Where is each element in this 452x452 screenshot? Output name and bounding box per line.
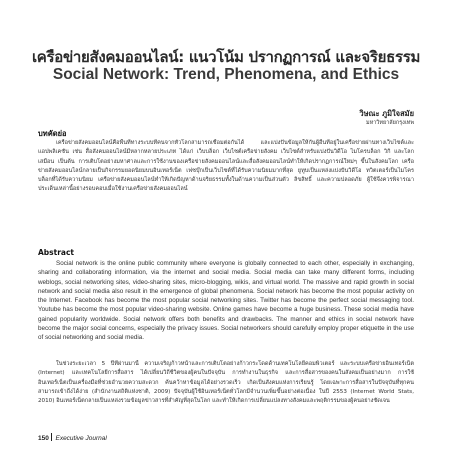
introduction-thai-paragraph: ในช่วงระยะเวลา 5 ปีที่ผ่านมานี้ ความเจริญก้าวหน้าและการเติบโตอย่างก้าวกระโดดด้านเทคโนโลยีคอมพิวเตอร์ และระบบเครือข่ายอินเทอร์เน็ต (Internet) และเทคโนโลยีการสื่อสาร ได้เปลี่ยนวิถีชีวิตของผู้คนในปัจจุบัน การทำงานในธุรกิจ และการสื่อสารของคนในสังคมเป็นอย่างมาก การใช้อินเทอร์เน็ตเป็นเครื่องมือที่ช่วยอำนวยความสะดวก ค้นคว้าหาข้อมูลได้อย่างรวดเร็ว เกิดเป็นสังคมแห่งการเรียนรู้ โดยเฉพาะการสื่อสารในปัจจุบันที่ทุกคนสามารถเข้าถึงได้ง่าย (สำนักงานสถิติแห่งชาติ, 2009) ปัจจุบันผู้ใช้อินเทอร์เน็ตทั่วโลกมีจำนวนเพิ่มขึ้นอย่างต่อเนื่อง ในปี 2553 (Internet World Stats, 2010) อินเทอร์เน็ตกลายเป็นแหล่งรวมข้อมูลข่าวสารที่สำคัญที่สุดในโลก และทำให้เกิดการเปลี่ยนแปลงทางสังคมและพฤติกรรมของผู้คนอย่างชัดเจน <box>38 361 414 405</box>
page-number: 150 <box>38 435 49 442</box>
article-title-english: Social Network: Trend, Phenomena, and Ethics <box>52 66 400 83</box>
abstract-english-paragraph: Social network is the online public community where everyone is globally connected to each other, especially in exchanging, sharing and collaborating information, via the internet and social media. Social media can take many different forms, including weblogs, social networking sites, video-sharing sites, micro-blogging, wikis, and virtual world. The massive and rapid growth in social network and social media also result in the emergence of global phenomena. Social network has become the most popular activity on the Internet. Facebook has become the most popular social networking sites. Twitter has become the perfect social messaging tool. Youtube has become the most popular video-sharing website. Online games have become a huge business. These social media have gained popularity worldwide. Social network offers both benefits and drawbacks. The manner and ethics in social network have become the major social concerns, especially the privacy issues. Social networkers should carefully employ proper etiquette in the use of social networking and social media. <box>38 260 414 342</box>
journal-name: Executive Journal <box>55 435 107 442</box>
abstract-thai-body <box>38 139 414 242</box>
footer-divider <box>51 433 52 441</box>
author-affiliation: มหาวิทยาลัยกรุงเทพ <box>365 120 414 126</box>
abstract-thai-heading: บทคัดย่อ <box>38 129 67 138</box>
abstract-thai-paragraph: เครือข่ายสังคมออนไลน์คือพื้นที่ทางระบบที่คนจากทั่วโลกสามารถเชื่อมต่อกันได้ และแบ่งปันข้อมูลให้กันผู้อื่นที่อยู่ในเครือข่ายผ่านทางเว็บไซต์และแอปพลิเคชัน เช่น สื่อสังคมออนไลน์มีหลากหลายประเภท ได้แก่ เว็บบล็อก เว็บไซต์เครือข่ายสังคม เว็บไซต์สำหรับแบ่งปันวิดีโอ ไมโครบล็อก วิกิ และโลกเสมือน เป็นต้น การเติบโตอย่างมหาศาลและการใช้งานของเครือข่ายสังคมออนไลน์และสื่อสังคมออนไลน์ทำให้เกิดปรากฏการณ์ใหม่ๆ ขึ้นในสังคมโลก เครือข่ายสังคมออนไลน์กลายเป็นกิจกรรมยอดนิยมบนอินเทอร์เน็ต เฟซบุ๊กเป็นเว็บไซต์ที่ได้รับความนิยมมากที่สุด ยูทูบเป็นแหล่งแบ่งปันวิดีโอ ทวิตเตอร์เป็นไมโครบล็อกที่ได้รับความนิยม เครือข่ายสังคมออนไลน์ทำให้เกิดปัญหาด้านจริยธรรมทั้งในด้านความเป็นส่วนตัว ลิขสิทธิ์ และความปลอดภัย ผู้ใช้จึงควรพิจารณาประเด็นเหล่านี้อย่างรอบคอบเมื่อใช้งานเครือข่ายสังคมออนไลน์ <box>38 140 414 193</box>
introduction-thai-body <box>38 360 414 426</box>
abstract-english-body <box>38 259 414 353</box>
author-name: วิษณะ ภูมิใจสมัย <box>359 109 414 118</box>
page-footer <box>38 433 107 442</box>
abstract-english-heading: Abstract <box>38 248 75 257</box>
article-title-thai: เครือข่ายสังคมออนไลน์: แนวโน้ม ปรากฏการณ์ และจริยธรรม <box>31 48 421 66</box>
